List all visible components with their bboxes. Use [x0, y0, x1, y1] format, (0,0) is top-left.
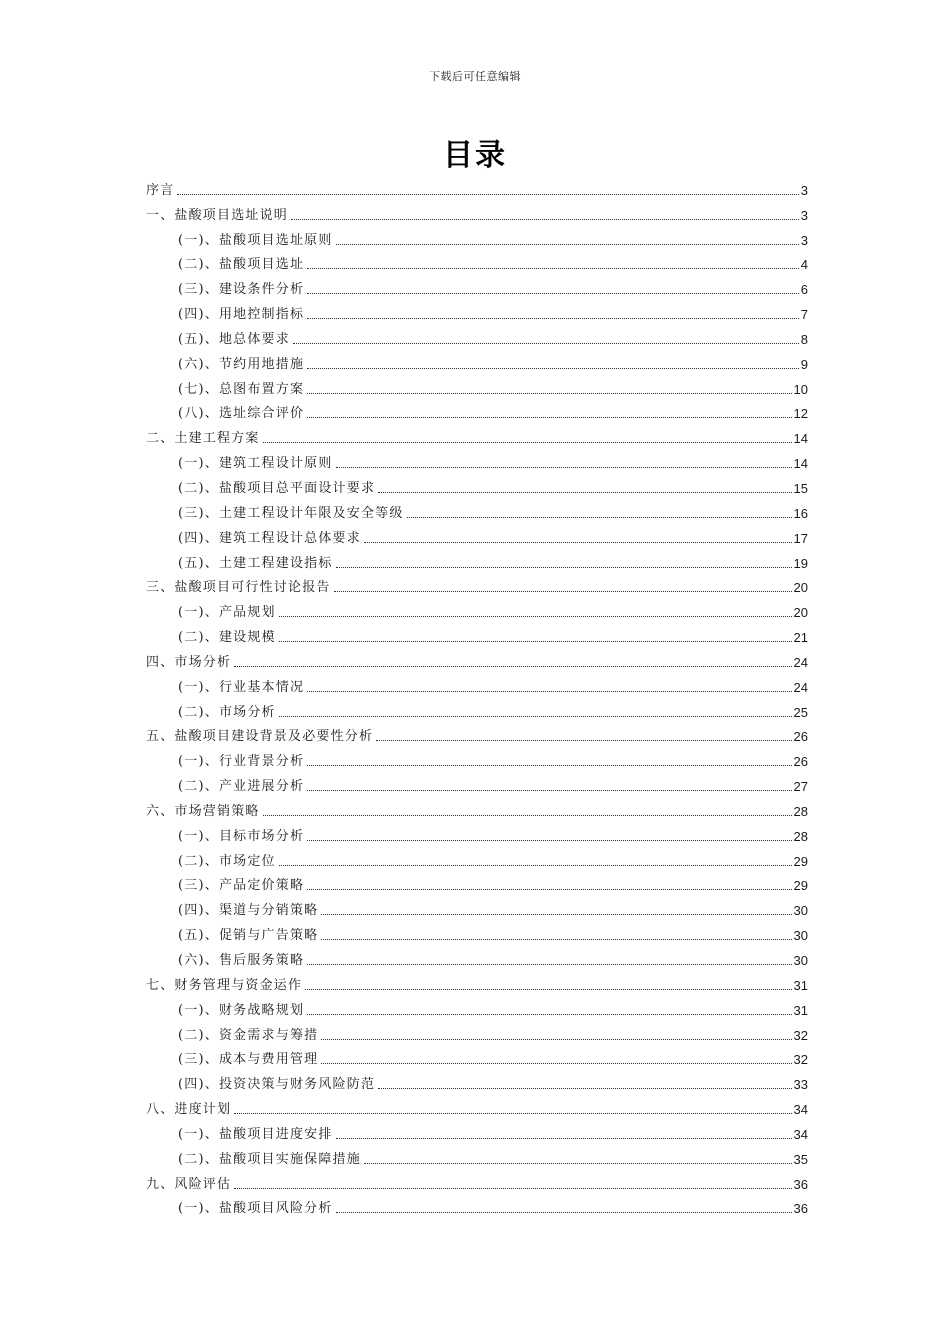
toc-entry-label: (三)、成本与费用管理	[178, 1052, 319, 1068]
toc-entry-page-number: 7	[800, 307, 808, 323]
toc-entry-label: (一)、盐酸项目进度安排	[178, 1126, 333, 1142]
toc-dot-leader	[263, 441, 792, 443]
toc-entry-label: (五)、促销与广告策略	[178, 928, 319, 944]
toc-dot-leader	[321, 938, 791, 940]
toc-entry-page-number: 28	[793, 803, 808, 819]
toc-dot-leader	[364, 541, 792, 543]
toc-entry-page-number: 20	[793, 580, 808, 596]
toc-entry[interactable]	[146, 224, 808, 249]
toc-dot-leader	[307, 839, 791, 841]
toc-entry-page-number: 36	[793, 1176, 808, 1192]
toc-entry[interactable]	[146, 323, 808, 348]
toc-entry[interactable]	[146, 273, 808, 298]
toc-entry[interactable]	[146, 795, 808, 820]
toc-entry[interactable]	[146, 845, 808, 870]
toc-entry-page-number: 20	[793, 605, 808, 621]
toc-entry-page-number: 30	[793, 928, 808, 944]
toc-entry-page-number: 24	[793, 679, 808, 695]
toc-entry-page-number: 19	[793, 555, 808, 571]
toc-entry[interactable]	[146, 547, 808, 572]
toc-entry[interactable]	[146, 497, 808, 522]
toc-entry-page-number: 30	[793, 903, 808, 919]
toc-entry-page-number: 10	[793, 381, 808, 397]
toc-dot-leader	[378, 1087, 791, 1089]
toc-dot-leader	[177, 193, 798, 195]
toc-entry-label: (二)、市场分析	[178, 704, 276, 720]
toc-entry-label: (二)、产业进展分析	[178, 779, 305, 795]
toc-entry-page-number: 21	[793, 630, 808, 646]
toc-entry[interactable]	[146, 646, 808, 671]
toc-dot-leader	[293, 342, 799, 344]
toc-entry-label: (七)、总图布置方案	[178, 381, 305, 397]
toc-entry[interactable]	[146, 1118, 808, 1143]
toc-entry-label: (二)、盐酸项目实施保障措施	[178, 1151, 361, 1167]
toc-entry-label: 四、市场分析	[146, 654, 232, 670]
toc-dot-leader	[279, 615, 792, 617]
toc-entry-page-number: 35	[793, 1151, 808, 1167]
toc-entry-page-number: 25	[793, 704, 808, 720]
toc-entry[interactable]	[146, 249, 808, 274]
toc-entry-page-number: 12	[793, 406, 808, 422]
toc-entry-page-number: 27	[793, 779, 808, 795]
toc-entry[interactable]	[146, 298, 808, 323]
toc-entry-label: (四)、投资决策与财务风险防范	[178, 1077, 376, 1093]
toc-entry-page-number: 33	[793, 1077, 808, 1093]
toc-dot-leader	[305, 988, 791, 990]
toc-entry-label: (一)、行业基本情况	[178, 679, 305, 695]
toc-entry-page-number: 17	[793, 530, 808, 546]
toc-dot-leader	[307, 292, 799, 294]
toc-entry-label: (三)、建设条件分析	[178, 282, 305, 298]
toc-entry-label: (二)、建设规模	[178, 630, 276, 646]
toc-entry-label: (二)、市场定位	[178, 853, 276, 869]
toc-entry-label: (三)、产品定价策略	[178, 878, 305, 894]
toc-dot-leader	[321, 1062, 791, 1064]
toc-entry-label: (八)、选址综合评价	[178, 406, 305, 422]
toc-entry-label: 一、盐酸项目选址说明	[146, 207, 289, 223]
toc-entry-label: (一)、盐酸项目风险分析	[178, 1201, 333, 1217]
toc-entry-label: (三)、土建工程设计年限及安全等级	[178, 505, 404, 521]
toc-entry[interactable]	[146, 1143, 808, 1168]
toc-entry-label: (六)、售后服务策略	[178, 953, 305, 968]
toc-entry-label: (四)、建筑工程设计总体要求	[178, 530, 361, 546]
toc-entry-label: (二)、资金需求与筹措	[178, 1027, 319, 1043]
toc-dot-leader	[336, 466, 792, 468]
toc-entry-page-number: 30	[793, 953, 808, 968]
toc-entry-label: (四)、用地控制指标	[178, 307, 305, 323]
toc-entry[interactable]	[146, 522, 808, 547]
toc-entry-page-number: 29	[793, 853, 808, 869]
toc-entry-label: (一)、财务战略规划	[178, 1002, 305, 1018]
toc-entry-label: 九、风险评估	[146, 1176, 232, 1192]
toc-entry-label: (五)、地总体要求	[178, 331, 290, 347]
toc-entry-page-number: 26	[793, 729, 808, 745]
toc-entry-label: 三、盐酸项目可行性讨论报告	[146, 580, 331, 596]
toc-entry[interactable]	[146, 870, 808, 895]
toc-dot-leader	[376, 739, 791, 741]
toc-entry-label: 二、土建工程方案	[146, 431, 260, 447]
toc-dot-leader	[307, 789, 791, 791]
toc-dot-leader	[334, 590, 792, 592]
toc-entry-page-number: 8	[800, 331, 808, 347]
toc-dot-leader	[407, 516, 792, 518]
toc-entry-label: 五、盐酸项目建设背景及必要性分析	[146, 729, 374, 745]
toc-entry[interactable]	[146, 1068, 808, 1093]
toc-entry-label: 八、进度计划	[146, 1102, 232, 1118]
toc-entry[interactable]	[146, 1044, 808, 1069]
toc-entry[interactable]	[146, 348, 808, 373]
toc-dot-leader	[234, 1112, 791, 1114]
toc-entry[interactable]	[146, 919, 808, 944]
toc-entry[interactable]	[146, 472, 808, 497]
toc-dot-leader	[364, 1162, 792, 1164]
toc-dot-leader	[321, 913, 791, 915]
toc-entry-label: (二)、盐酸项目选址	[178, 257, 305, 273]
toc-entry-page-number: 26	[793, 754, 808, 770]
toc-entry[interactable]	[146, 1019, 808, 1044]
toc-title: 目录	[443, 138, 507, 173]
toc-entry[interactable]	[146, 969, 808, 994]
toc-entry[interactable]	[146, 621, 808, 646]
toc-entry[interactable]	[146, 572, 808, 597]
toc-entry[interactable]	[146, 745, 808, 770]
toc-dot-leader	[234, 1187, 791, 1189]
toc-entry[interactable]	[146, 174, 808, 199]
toc-entry-label: 七、财务管理与资金运作	[146, 977, 303, 993]
toc-entry-label: (六)、节约用地措施	[178, 356, 305, 372]
toc-entry-page-number: 32	[793, 1027, 808, 1043]
toc-entry[interactable]	[146, 696, 808, 721]
toc-dot-leader	[307, 367, 799, 369]
toc-entry-label: (一)、盐酸项目选址原则	[178, 232, 333, 248]
toc-entry-label: (四)、渠道与分销策略	[178, 903, 319, 919]
toc-entry-page-number: 3	[800, 232, 808, 248]
toc-entry[interactable]	[146, 199, 808, 224]
toc-dot-leader	[307, 1013, 791, 1015]
toc-dot-leader	[263, 814, 792, 816]
toc-entry-page-number: 28	[793, 828, 808, 844]
toc-entry-label: (五)、土建工程建设指标	[178, 555, 333, 571]
toc-list	[146, 174, 808, 1217]
toc-entry-page-number: 34	[793, 1102, 808, 1118]
toc-dot-leader	[307, 764, 791, 766]
toc-dot-leader	[378, 491, 791, 493]
toc-entry[interactable]	[146, 820, 808, 845]
toc-dot-leader	[307, 690, 791, 692]
toc-entry-page-number: 24	[793, 654, 808, 670]
toc-entry[interactable]	[146, 721, 808, 746]
toc-entry-label: (二)、盐酸项目总平面设计要求	[178, 480, 376, 496]
toc-entry[interactable]	[146, 894, 808, 919]
toc-dot-leader	[307, 267, 799, 269]
toc-entry-label: 序言	[146, 182, 175, 198]
toc-entry-label: (一)、建筑工程设计原则	[178, 456, 333, 472]
toc-entry-label: (一)、行业背景分析	[178, 754, 305, 770]
toc-entry-page-number: 32	[793, 1052, 808, 1068]
toc-entry[interactable]	[146, 770, 808, 795]
toc-dot-leader	[336, 1211, 792, 1213]
toc-entry-page-number: 15	[793, 480, 808, 496]
toc-entry-page-number: 3	[800, 207, 808, 223]
toc-entry[interactable]	[146, 422, 808, 447]
toc-entry-page-number: 9	[800, 356, 808, 372]
toc-entry-page-number: 16	[793, 505, 808, 521]
toc-dot-leader	[321, 1038, 791, 1040]
toc-entry[interactable]	[146, 373, 808, 398]
toc-entry-label: 六、市场营销策略	[146, 803, 260, 819]
toc-entry-label: (一)、目标市场分析	[178, 828, 305, 844]
toc-dot-leader	[234, 665, 791, 667]
toc-dot-leader	[336, 1137, 792, 1139]
toc-entry-page-number: 29	[793, 878, 808, 894]
toc-dot-leader	[291, 218, 799, 220]
toc-entry-page-number: 14	[793, 431, 808, 447]
toc-dot-leader	[307, 888, 791, 890]
toc-dot-leader	[307, 963, 791, 965]
toc-entry[interactable]	[146, 596, 808, 621]
toc-dot-leader	[336, 243, 799, 245]
toc-entry-page-number: 31	[793, 977, 808, 993]
toc-entry-page-number: 3	[800, 182, 808, 198]
header-note: 下载后可任意编辑	[429, 70, 521, 83]
toc-entry[interactable]	[146, 1193, 808, 1218]
toc-entry[interactable]	[146, 398, 808, 423]
toc-dot-leader	[307, 317, 799, 319]
toc-entry-page-number: 14	[793, 456, 808, 472]
toc-dot-leader	[336, 566, 792, 568]
toc-entry-label: (一)、产品规划	[178, 605, 276, 621]
toc-dot-leader	[307, 392, 791, 394]
toc-entry[interactable]	[146, 671, 808, 696]
toc-dot-leader	[279, 864, 792, 866]
toc-entry-page-number: 31	[793, 1002, 808, 1018]
toc-entry[interactable]	[146, 994, 808, 1019]
toc-entry[interactable]	[146, 944, 808, 969]
toc-dot-leader	[307, 416, 791, 418]
toc-entry[interactable]	[146, 1168, 808, 1193]
toc-entry-page-number: 6	[800, 282, 808, 298]
toc-dot-leader	[279, 640, 792, 642]
toc-entry[interactable]	[146, 1093, 808, 1118]
toc-entry[interactable]	[146, 447, 808, 472]
toc-dot-leader	[279, 715, 792, 717]
toc-entry-page-number: 34	[793, 1126, 808, 1142]
toc-entry-page-number: 36	[793, 1201, 808, 1217]
toc-entry-page-number: 4	[800, 257, 808, 273]
